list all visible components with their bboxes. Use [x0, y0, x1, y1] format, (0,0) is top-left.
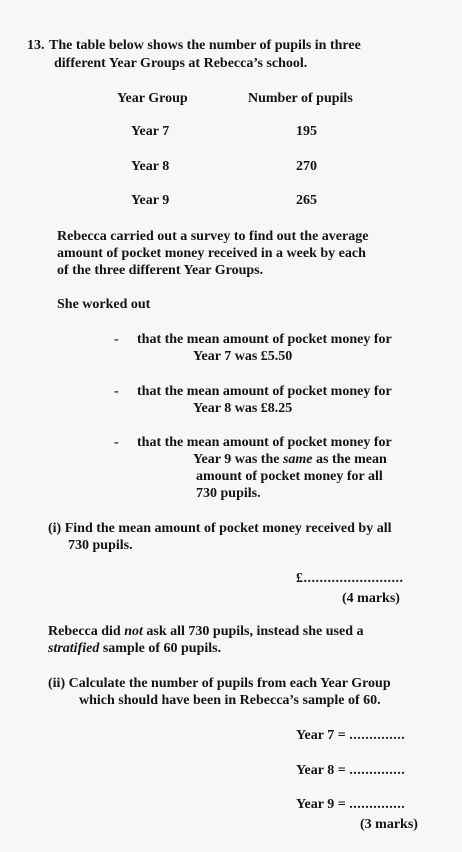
- bullet-line: that the mean amount of pocket money for: [137, 332, 392, 347]
- marks-part-i: (4 marks): [342, 591, 400, 606]
- stratified-line-2: stratified sample of 60 pupils.: [48, 641, 222, 656]
- bullet-dash: -: [114, 384, 119, 399]
- answer-line-year-7[interactable]: Year 7 = ..............: [296, 728, 406, 743]
- bullet-line: amount of pocket money for all: [196, 469, 383, 484]
- emphasis-text: stratified: [48, 641, 100, 656]
- table-cell-year-group: Year 7: [131, 124, 170, 139]
- question-number: 13.: [27, 38, 45, 53]
- part-ii-line-2: which should have been in Rebecca’s sample of 60.: [79, 693, 381, 708]
- bullet-line: 730 pupils.: [196, 486, 261, 501]
- table-cell-year-group: Year 8: [131, 159, 170, 174]
- table-header-year-group: Year Group: [117, 91, 188, 106]
- answer-line-year-8[interactable]: Year 8 = ..............: [296, 763, 406, 778]
- emphasis-text: same: [282, 452, 313, 467]
- survey-line-1: Rebecca carried out a survey to find out the average: [57, 229, 369, 244]
- part-i-line-1: (i) Find the mean amount of pocket money received by all: [48, 521, 392, 536]
- bullet-line: Year 9 was the same as the mean: [193, 452, 387, 467]
- table-cell-pupils: 270: [296, 159, 317, 174]
- table-cell-pupils: 195: [296, 124, 317, 139]
- table-cell-pupils: 265: [296, 193, 317, 208]
- part-ii-line-1: (ii) Calculate the number of pupils from each Year Group: [48, 676, 391, 691]
- table-header-number-of-pupils: Number of pupils: [248, 91, 353, 106]
- intro-line-1: The table below shows the number of pupils in three: [49, 38, 361, 53]
- bullet-dash: -: [114, 332, 119, 347]
- bullet-line: that the mean amount of pocket money for: [137, 384, 392, 399]
- part-i-line-2: 730 pupils.: [68, 538, 133, 553]
- worked-out-label: She worked out: [57, 297, 151, 312]
- stratified-line-1: Rebecca did not ask all 730 pupils, instead she used a: [48, 624, 364, 639]
- survey-line-3: of the three different Year Groups.: [57, 263, 264, 278]
- answer-line-part-i[interactable]: £.........................: [296, 571, 404, 586]
- bullet-line: Year 8 was £8.25: [193, 401, 293, 416]
- table-cell-year-group: Year 9: [131, 193, 170, 208]
- bullet-dash: -: [114, 435, 119, 450]
- emphasis-text: not: [124, 624, 143, 639]
- survey-line-2: amount of pocket money received in a week by each: [57, 246, 366, 261]
- intro-line-2: different Year Groups at Rebecca’s school.: [54, 56, 308, 71]
- bullet-line: that the mean amount of pocket money for: [137, 435, 392, 450]
- bullet-line: Year 7 was £5.50: [193, 349, 293, 364]
- answer-line-year-9[interactable]: Year 9 = ..............: [296, 797, 406, 812]
- marks-part-ii: (3 marks): [360, 817, 418, 832]
